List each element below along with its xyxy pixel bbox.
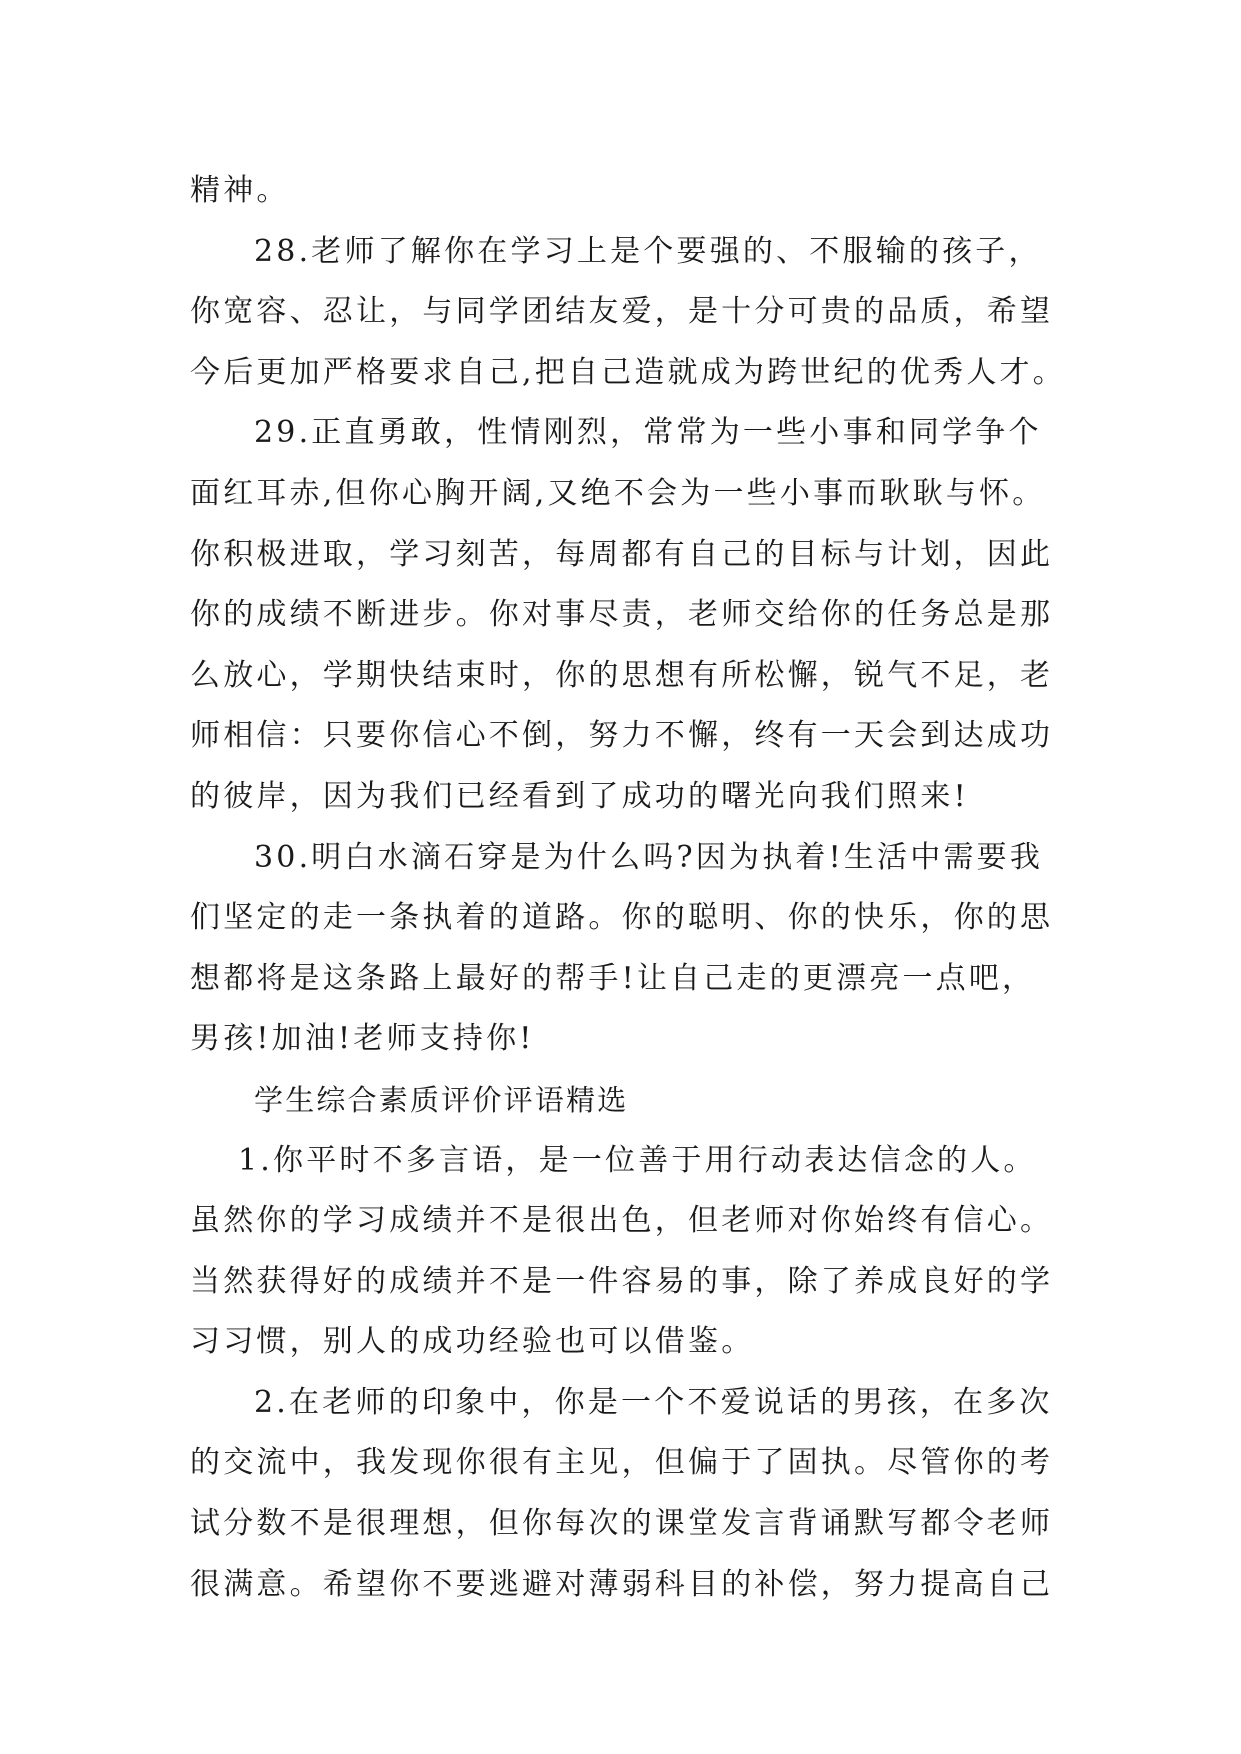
paragraph-28-start: 28.老师了解你在学习上是个要强的、不服输的孩子， <box>254 233 1042 269</box>
text-line: 习习惯，别人的成功经验也可以借鉴。 <box>190 1324 755 1360</box>
text-line: 的交流中，我发现你很有主见，但偏于了固执。尽管你的考 <box>190 1445 1054 1481</box>
text-line: 么放心，学期快结束时，你的思想有所松懈，锐气不足，老 <box>190 657 1054 693</box>
text-line: 你积极进取，学习刻苦，每周都有自己的目标与计划，因此 <box>190 536 1054 572</box>
section-heading: 学生综合素质评价评语精选 <box>254 1082 629 1117</box>
paragraph-29-start: 29.正直勇敢，性情刚烈，常常为一些小事和同学争个 <box>254 415 1042 451</box>
text-line: 虽然你的学习成绩并不是很出色，但老师对你始终有信心。 <box>190 1203 1054 1239</box>
text-line: 你的成绩不断进步。你对事尽责，老师交给你的任务总是那 <box>190 597 1054 633</box>
text-line: 当然获得好的成绩并不是一件容易的事，除了养成良好的学 <box>190 1263 1054 1299</box>
document-body <box>190 161 1066 1615</box>
text-line: 试分数不是很理想，但你每次的课堂发言背诵默写都令老师 <box>190 1506 1054 1542</box>
text-line: 们坚定的走一条执着的道路。你的聪明、你的快乐，你的思 <box>190 900 1054 936</box>
text-line: 男孩!加油!老师支持你! <box>190 1021 535 1057</box>
text-line: 今后更加严格要求自己,把自己造就成为跨世纪的优秀人才。 <box>190 354 1066 390</box>
text-line: 面红耳赤,但你心胸开阔,又绝不会为一些小事而耿耿与怀。 <box>190 475 1046 511</box>
paragraph-30-start: 30.明白水滴石穿是为什么吗?因为执着!生活中需要我 <box>254 839 1044 875</box>
text-line: 你宽容、忍让，与同学团结友爱，是十分可贵的品质，希望 <box>190 294 1054 330</box>
paragraph-1-start: 1.你平时不多言语，是一位善于用行动表达信念的人。 <box>238 1142 1037 1178</box>
text-line: 想都将是这条路上最好的帮手!让自己走的更漂亮一点吧， <box>190 960 1036 996</box>
text-line: 师相信：只要你信心不倒，努力不懈，终有一天会到达成功 <box>190 718 1054 754</box>
text-line: 的彼岸，因为我们已经看到了成功的曙光向我们照来! <box>190 778 969 814</box>
paragraph-2-start: 2.在老师的印象中，你是一个不爱说话的男孩，在多次 <box>254 1384 1053 1420</box>
text-line: 很满意。希望你不要逃避对薄弱科目的补偿，努力提高自己 <box>190 1566 1054 1602</box>
text-line: 精神。 <box>190 173 290 208</box>
